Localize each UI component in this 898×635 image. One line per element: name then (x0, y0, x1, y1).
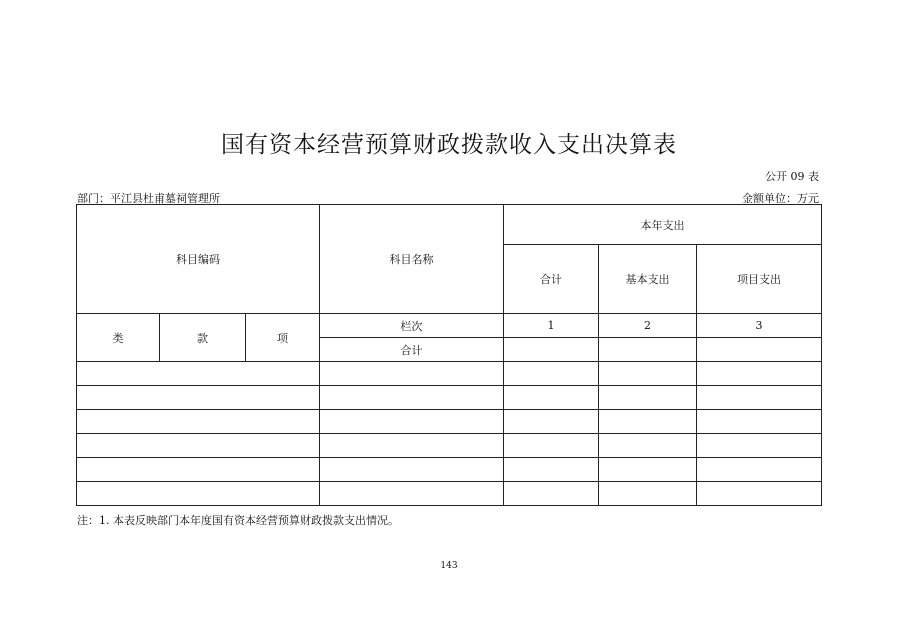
table-cell (697, 482, 822, 506)
header-item: 项 (246, 314, 320, 362)
table-cell (697, 410, 822, 434)
table-row (77, 362, 822, 386)
table-cell (599, 362, 697, 386)
table-cell (320, 410, 504, 434)
header-subject-name: 科目名称 (320, 205, 504, 314)
table-row (77, 482, 822, 506)
table-cell (77, 386, 320, 410)
table-cell (504, 434, 599, 458)
table-cell (77, 362, 320, 386)
table-cell (599, 386, 697, 410)
table-row (77, 410, 822, 434)
table-cell (504, 410, 599, 434)
table-cell (599, 434, 697, 458)
department-label: 部门：平江县杜甫墓祠管理所 (77, 192, 220, 205)
header-project-expense: 项目支出 (697, 245, 822, 314)
table-cell (697, 362, 822, 386)
table-row (77, 458, 822, 482)
table-cell (697, 434, 822, 458)
header-current-year-expense: 本年支出 (504, 205, 822, 245)
total-row-cell (599, 338, 697, 362)
column-order-label: 栏次 (320, 314, 504, 338)
table-cell (504, 458, 599, 482)
total-row-cell (697, 338, 822, 362)
table-cell (77, 410, 320, 434)
table-cell (697, 458, 822, 482)
table-cell (504, 362, 599, 386)
table-cell (77, 434, 320, 458)
table-cell (504, 386, 599, 410)
amount-unit-label: 金额单位：万元 (742, 192, 819, 205)
column-number-2: 2 (599, 314, 697, 338)
table-cell (599, 458, 697, 482)
table-cell (320, 482, 504, 506)
table-cell (697, 386, 822, 410)
table-cell (320, 362, 504, 386)
header-category: 类 (77, 314, 160, 362)
column-number-3: 3 (697, 314, 822, 338)
header-subject-code: 科目编码 (77, 205, 320, 314)
header-total: 合计 (504, 245, 599, 314)
table-cell (320, 458, 504, 482)
budget-table (76, 204, 822, 506)
page-number: 143 (440, 561, 458, 571)
table-cell (599, 410, 697, 434)
table-cell (77, 482, 320, 506)
table-cell (320, 386, 504, 410)
report-title: 国有资本经营预算财政拨款收入支出决算表 (221, 132, 677, 158)
header-basic-expense: 基本支出 (599, 245, 697, 314)
column-number-1: 1 (504, 314, 599, 338)
table-notes: 注：1. 本表反映部门本年度国有资本经营预算财政拨款支出情况。 (77, 514, 399, 527)
table-cell (320, 434, 504, 458)
total-row-cell (504, 338, 599, 362)
form-number: 公开 09 表 (765, 170, 819, 183)
header-section: 款 (160, 314, 246, 362)
table-cell (77, 458, 320, 482)
total-row-label: 合计 (320, 338, 504, 362)
table-cell (504, 482, 599, 506)
table-row (77, 386, 822, 410)
table-cell (599, 482, 697, 506)
table-row (77, 434, 822, 458)
